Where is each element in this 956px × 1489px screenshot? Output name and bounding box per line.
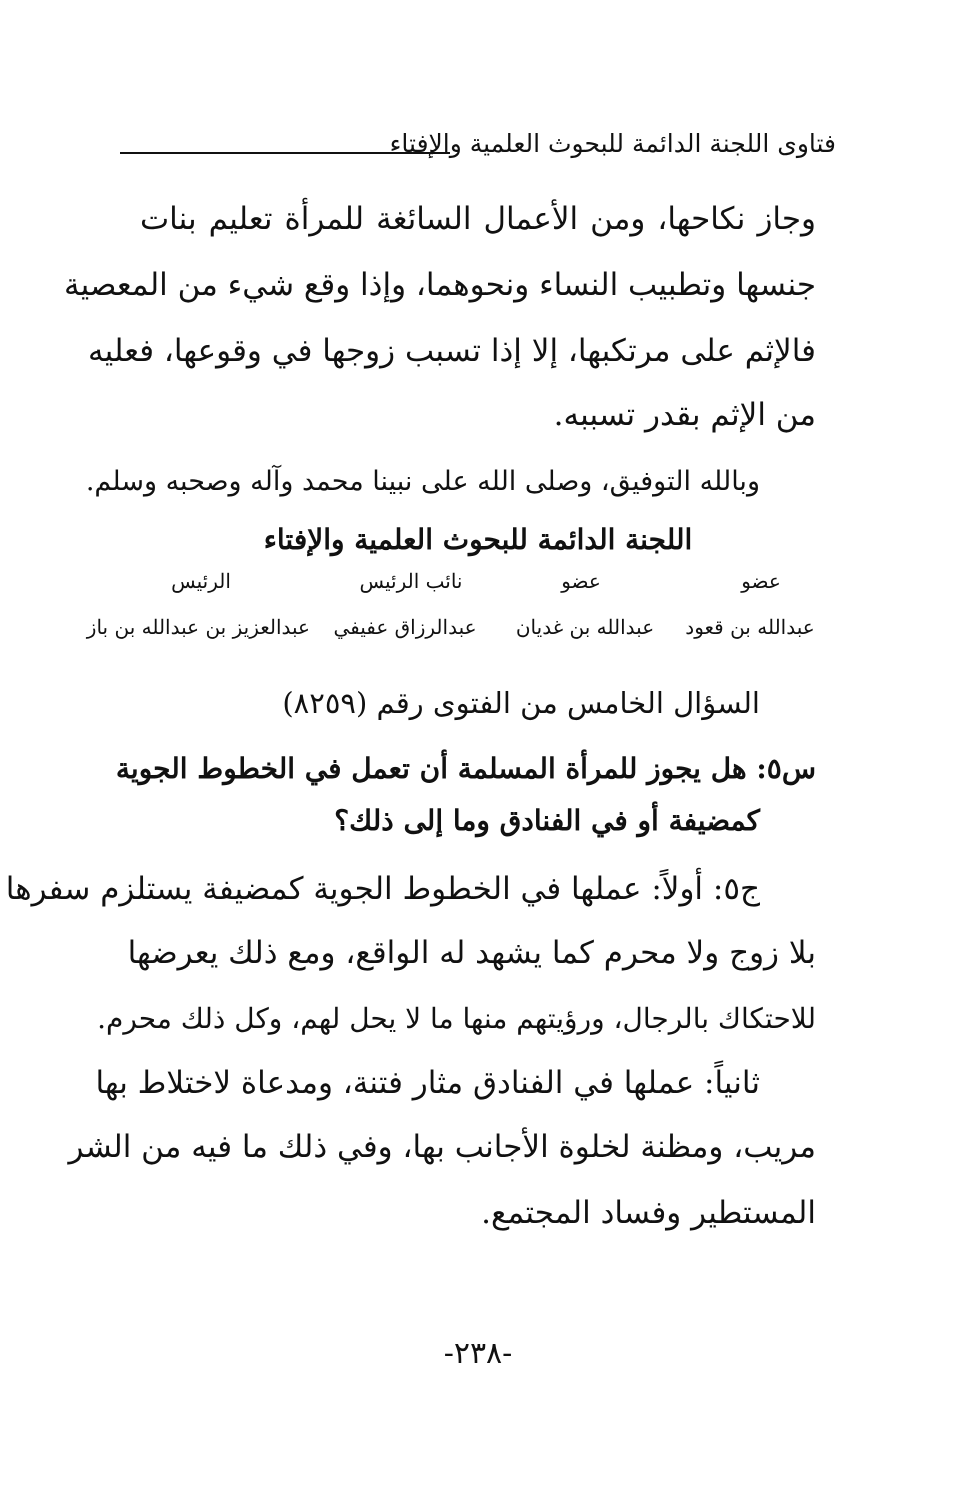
signatory-name: عبدالله بن قعود (685, 615, 815, 639)
answer-line: بلا زوج ولا محرم كما يشهد له الواقع، ومع ذلك يعرضها (127, 935, 816, 971)
answer-line: مريب، ومظنة لخلوة الأجانب بها، وفي ذلك ما فيه من الشر (68, 1129, 816, 1165)
signatory-names-row (86, 612, 820, 642)
paragraph-line: من الإثم بقدر تسببه. (553, 397, 816, 433)
answer-line: المستطير وفساد المجتمع. (481, 1195, 816, 1231)
signatory-role: نائب الرئيس (359, 569, 463, 593)
signatory-name: عبدالرزاق عفيفي (333, 615, 477, 639)
answer-line: للاحتكاك بالرجال، ورؤيتهم منها ما لا يحل لهم، وكل ذلك محرم. (97, 1002, 816, 1035)
header-rule (120, 152, 450, 154)
paragraph-line: وجاز نكاحها، ومن الأعمال السائغة للمرأة تعليم بنات (140, 201, 816, 237)
answer-line: ثانياً: عملها في الفنادق مثار فتنة، ومدعاة لاختلاط بها (95, 1065, 760, 1101)
signatory-role: عضو (561, 569, 601, 593)
signatory-name: عبدالله بن غديان (515, 615, 655, 639)
signatory-name: عبدالعزيز بن عبدالله بن باز (86, 615, 310, 639)
question-line: كمضيفة أو في الفنادق وما إلى ذلك؟ (334, 804, 760, 837)
question-line: س٥: هل يجوز للمرأة المسلمة أن تعمل في الخطوط الجوية (115, 752, 816, 785)
running-header (120, 126, 836, 166)
question-title: السؤال الخامس من الفتوى رقم (٨٢٥٩) (282, 686, 760, 720)
paragraph-line: فالإثم على مرتكبها، إلا إذا تسبب زوجها في وقوعها، فعليه (88, 333, 816, 369)
answer-line: ج٥: أولاً: عملها في الخطوط الجوية كمضيفة يستلزم سفرها (5, 871, 760, 907)
signatory-role: عضو (741, 569, 781, 593)
header-title: فتاوى اللجنة الدائمة للبحوث العلمية والإفتاء (389, 129, 836, 158)
page-number: -٢٣٨- (443, 1336, 513, 1371)
signatory-roles-row (116, 566, 816, 596)
signatory-role: الرئيس (171, 569, 231, 593)
committee-name: اللجنة الدائمة للبحوث العلمية والإفتاء (263, 523, 693, 556)
paragraph-line: جنسها وتطبيب النساء ونحوهما، وإذا وقع شيء من المعصية (63, 267, 816, 303)
closing-line: وبالله التوفيق، وصلى الله على نبينا محمد وآله وصحبه وسلم. (85, 466, 760, 497)
